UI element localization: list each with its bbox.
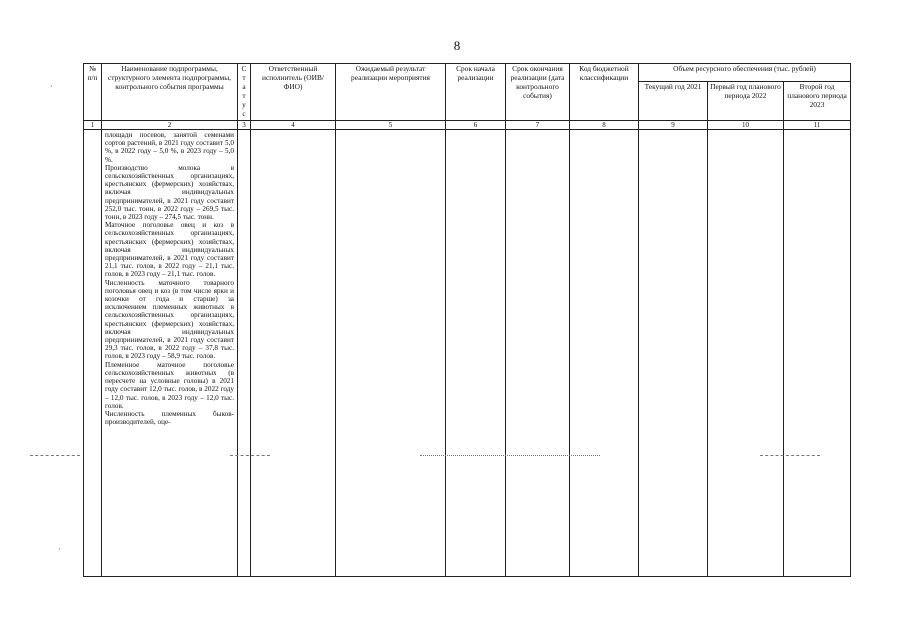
cell-status [238, 130, 251, 577]
cell-start-date [446, 130, 506, 577]
column-number: 2 [102, 121, 238, 130]
cell-second-planning-year [784, 130, 851, 577]
status-letter: у [242, 100, 246, 109]
column-number: 3 [238, 121, 251, 130]
header-budget-code: Код бюджетной классификации [570, 64, 639, 121]
scan-speck: · [50, 82, 53, 91]
column-number: 5 [336, 121, 446, 130]
header-executor: Ответственный исполнитель (ОИВ/ФИО) [251, 64, 336, 121]
cell-end-date [506, 130, 570, 577]
cell-executor [251, 130, 336, 577]
status-letter: с [242, 109, 246, 118]
header-resources: Объем ресурсного обеспечения (тыс. рублей) [639, 64, 851, 82]
header-first-planning-year: Первый год планового периода 2022 [708, 82, 784, 121]
row-paragraph: Маточное поголовье овец и коз в сельскохозяйственных организациях, крестьянских (фермерских) хозяйствах, включая индивидуальных предпринимателей, в 2021 году составит 21,1 тыс. голов, в 2022 году – 21,1 тыс. голов, в 2023 году – 21,1 тыс. голов. [105, 221, 234, 279]
header-start-date: Срок начала реализации [446, 64, 506, 121]
cell-budget-code [570, 130, 639, 577]
scan-speck: · [58, 545, 61, 554]
column-number: 9 [639, 121, 708, 130]
cell-name [102, 130, 238, 577]
row-paragraph: площади посевов, занятой семенами сортов растений, в 2021 году составит 5,0 %, в 2022 году – 5,0 %, в 2023 году – 5,0 %. [105, 131, 234, 164]
row-paragraph: Племенное маточное поголовье сельскохозяйственных животных (в пересчете на условные головы) в 2021 году составит 12,0 тыс. голов, в 2022 году – 12,0 тыс. голов, в 2023 году – 12,0 тыс. голов. [105, 360, 234, 410]
header-current-year: Текущий год 2021 [639, 82, 708, 121]
header-second-planning-year: Второй год планового периода 2023 [784, 82, 851, 121]
status-letter: т [242, 73, 246, 82]
scan-artifact-line [420, 455, 600, 456]
column-number: 11 [784, 121, 851, 130]
row-paragraph: Численность маточного товарного поголовья овец и коз (в том числе ярки и козочки от года и старше) за исключением племенных животных в сельскохозяйственных организациях, крестьянских (фермерских) хозяйствах, включая индивидуальных предпринимателей, в 2021 году составит 29,3 тыс. голов, в 2022 году – 37,8 тыс. голов, в 2023 году – 58,9 тыс. голов. [105, 278, 234, 361]
scan-artifact-line [230, 455, 270, 456]
column-number: 10 [708, 121, 784, 130]
header-number: № п/п [84, 64, 102, 121]
header-name: Наименование подпрограммы, структурного элемента подпрограммы, контрольного события программы [102, 64, 238, 121]
scan-artifact-line [30, 455, 80, 456]
cell-expected-result [336, 130, 446, 577]
row-paragraph: Численность племенных быков-производителей, оце- [105, 409, 234, 427]
column-number: 8 [570, 121, 639, 130]
header-end-date: Срок окончания реализации (дата контрольного события) [506, 64, 570, 121]
scan-artifact-line [760, 455, 820, 456]
status-letter: т [242, 91, 246, 100]
header-expected-result: Ожидаемый результат реализации мероприятия [336, 64, 446, 121]
cell-number [84, 130, 102, 577]
column-number: 6 [446, 121, 506, 130]
column-number: 7 [506, 121, 570, 130]
table-row [84, 130, 851, 577]
program-plan-table [83, 63, 851, 577]
status-letter: а [242, 82, 246, 91]
column-number: 4 [251, 121, 336, 130]
header-row-top [84, 64, 851, 82]
header-status [238, 64, 251, 121]
page-number: 8 [453, 38, 461, 53]
cell-first-planning-year [708, 130, 784, 577]
cell-current-year [639, 130, 708, 577]
row-paragraph: Производство молока в сельскохозяйственных организациях, крестьянских (фермерских) хозяйствах, включая индивидуальных предпринимателей, в 2021 году составит 252,0 тыс. тонн, в 2022 году – 269,5 тыс. тонн, в 2023 году – 274,5 тыс. тонн. [105, 163, 234, 222]
status-letter: С [241, 64, 247, 73]
column-number: 1 [84, 121, 102, 130]
column-number-row [84, 121, 851, 130]
